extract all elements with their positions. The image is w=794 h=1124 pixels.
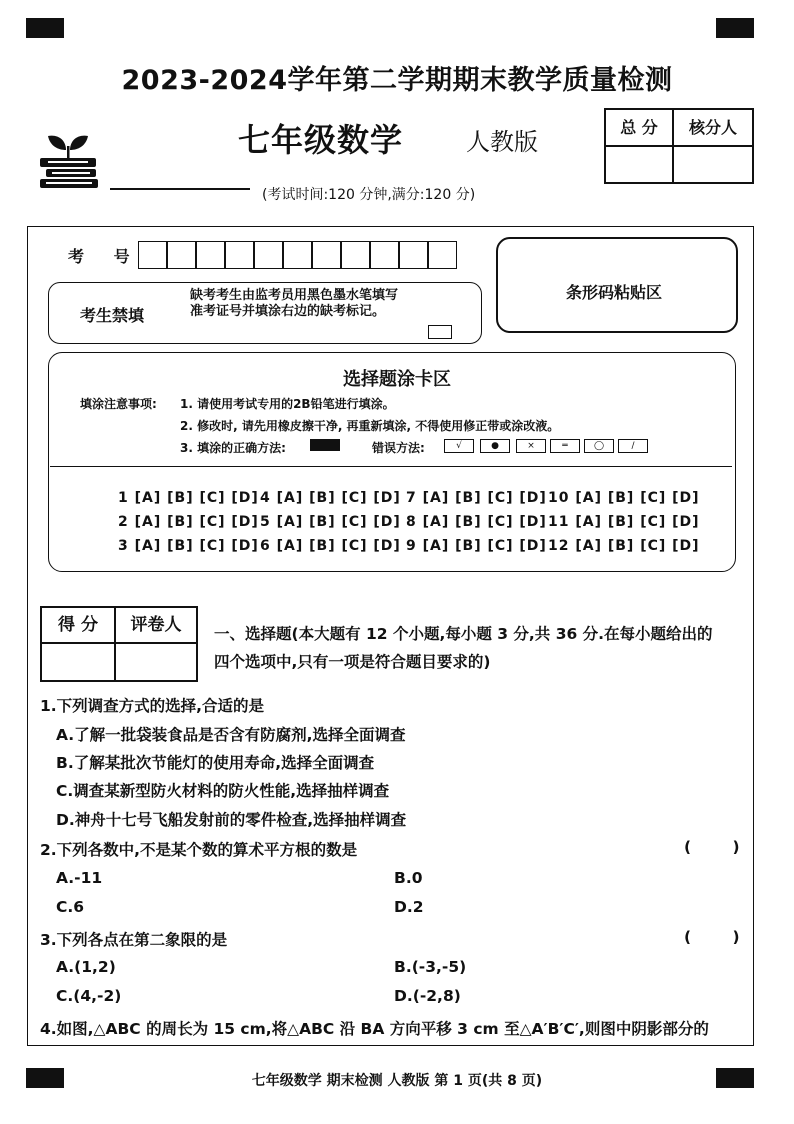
question-1-option-a: A.了解一批袋装食品是否含有防腐剂,选择全面调查 (56, 726, 406, 744)
exam-number-label: 考 号 (68, 247, 142, 266)
exam-number-digit[interactable] (283, 241, 312, 269)
answer-bubble-1[interactable]: 1 [A] [B] [C] [D] (118, 490, 259, 506)
exam-number-digit[interactable] (138, 241, 167, 269)
answer-bubble-2[interactable]: 2 [A] [B] [C] [D] (118, 514, 259, 530)
answer-bubble-3[interactable]: 3 [A] [B] [C] [D] (118, 538, 259, 554)
question-3-stem: 3.下列各点在第二象限的是 (40, 931, 228, 949)
question-3-option-d: D.(-2,8) (394, 987, 461, 1005)
question-1-option-b: B.了解某批次节能灯的使用寿命,选择全面调查 (56, 754, 375, 772)
question-3-option-b: B.(-3,-5) (394, 958, 467, 976)
exam-number-digit[interactable] (196, 241, 225, 269)
exam-number-digit[interactable] (428, 241, 457, 269)
exam-number-digit[interactable] (341, 241, 370, 269)
wrong-mark-lines: ═ (550, 439, 580, 453)
total-score-field[interactable] (605, 146, 673, 183)
wrong-mark-slash: ∕ (618, 439, 648, 453)
answer-bubble-8[interactable]: 8 [A] [B] [C] [D] (406, 514, 547, 530)
wrong-mark-circle: ◯ (584, 439, 614, 453)
page-footer: 七年级数学 期末检测 人教版 第 1 页(共 8 页) (251, 1073, 543, 1089)
question-4-stem: 4.如图,△ABC 的周长为 15 cm,将△ABC 沿 BA 方向平移 3 cm 至△A′B′C′,则图中阴影部分的 (40, 1020, 709, 1038)
exam-number-digit[interactable] (167, 241, 196, 269)
total-score-label: 总 分 (605, 109, 673, 146)
subject-title: 七年级数学 (238, 121, 404, 159)
exam-time-note: (考试时间:120 分钟,满分:120 分) (262, 187, 476, 203)
fill-note-2: 2. 修改时, 请先用橡皮擦干净, 再重新填涂, 不得使用修正带或涂改液。 (180, 419, 560, 433)
answer-bubble-6[interactable]: 6 [A] [B] [C] [D] (260, 538, 401, 554)
grader-label: 评卷人 (115, 607, 197, 643)
exam-number-digit[interactable] (370, 241, 399, 269)
forbidden-instructions: 缺考考生由监考员用黑色墨水笔填写准考证号并填涂右边的缺考标记。 (190, 288, 399, 319)
answer-bubble-7[interactable]: 7 [A] [B] [C] [D] (406, 490, 547, 506)
section-score-box (40, 606, 198, 682)
question-3-option-a: A.(1,2) (56, 958, 116, 976)
absent-mark-checkbox[interactable] (428, 325, 452, 339)
exam-number-digit[interactable] (254, 241, 283, 269)
correct-fill-example (310, 439, 340, 451)
fill-notes-label: 填涂注意事项: (80, 397, 157, 411)
barcode-label: 条形码粘贴区 (566, 283, 663, 302)
score-checker-field[interactable] (673, 146, 753, 183)
wrong-mark-cross: × (516, 439, 546, 453)
wrong-method-label: 错误方法: (372, 441, 425, 455)
question-1-option-d: D.神舟十七号飞船发射前的零件检查,选择抽样调查 (56, 811, 407, 829)
answer-bubble-4[interactable]: 4 [A] [B] [C] [D] (260, 490, 401, 506)
fill-note-3: 3. 填涂的正确方法: (180, 441, 286, 455)
exam-title: 2023-2024学年第二学期期末教学质量检测 (121, 65, 673, 96)
exam-number-digit[interactable] (312, 241, 341, 269)
section-score-field[interactable] (41, 643, 115, 681)
wrong-mark-check: √ (444, 439, 474, 453)
question-2-answer-paren[interactable]: ( ) (684, 838, 758, 856)
question-3-answer-paren[interactable]: ( ) (684, 928, 758, 946)
question-2-option-a: A.-11 (56, 869, 103, 887)
fill-note-1: 1. 请使用考试专用的2B铅笔进行填涂。 (180, 397, 395, 411)
section-score-label: 得 分 (41, 607, 115, 643)
choice-area-title: 选择题涂卡区 (343, 369, 451, 390)
section-1-heading: 一、选择题(本大题有 12 个小题,每小题 3 分,共 36 分.在每小题给出的四个选项中,只有一项是符合题目要求的) (214, 625, 713, 671)
exam-number-digit[interactable] (399, 241, 428, 269)
exam-number-digit[interactable] (225, 241, 254, 269)
answer-bubble-12[interactable]: 12 [A] [B] [C] [D] (548, 538, 700, 554)
registration-mark-top-right (716, 18, 754, 38)
registration-mark-top-left (26, 18, 64, 38)
answer-bubble-5[interactable]: 5 [A] [B] [C] [D] (260, 514, 401, 530)
wrong-mark-dot: ● (480, 439, 510, 453)
question-2-option-c: C.6 (56, 898, 85, 916)
divider (50, 466, 732, 467)
score-checker-label: 核分人 (673, 109, 753, 146)
grader-field[interactable] (115, 643, 197, 681)
question-2-option-d: D.2 (394, 898, 424, 916)
answer-bubble-10[interactable]: 10 [A] [B] [C] [D] (548, 490, 700, 506)
question-1-stem: 1.下列调查方式的选择,合适的是 (40, 697, 265, 715)
question-2-stem: 2.下列各数中,不是某个数的算术平方根的数是 (40, 841, 358, 859)
decorative-line (110, 188, 250, 190)
question-1-option-c: C.调查某新型防火材料的防火性能,选择抽样调查 (56, 782, 390, 800)
total-score-box (604, 108, 754, 184)
edition-label: 人教版 (466, 128, 538, 156)
book-plant-icon (36, 128, 106, 190)
answer-bubble-9[interactable]: 9 [A] [B] [C] [D] (406, 538, 547, 554)
question-3-option-c: C.(4,-2) (56, 987, 122, 1005)
answer-bubble-11[interactable]: 11 [A] [B] [C] [D] (548, 514, 700, 530)
forbidden-label: 考生禁填 (80, 306, 145, 325)
exam-number-boxes[interactable] (138, 241, 460, 269)
question-2-option-b: B.0 (394, 869, 423, 887)
